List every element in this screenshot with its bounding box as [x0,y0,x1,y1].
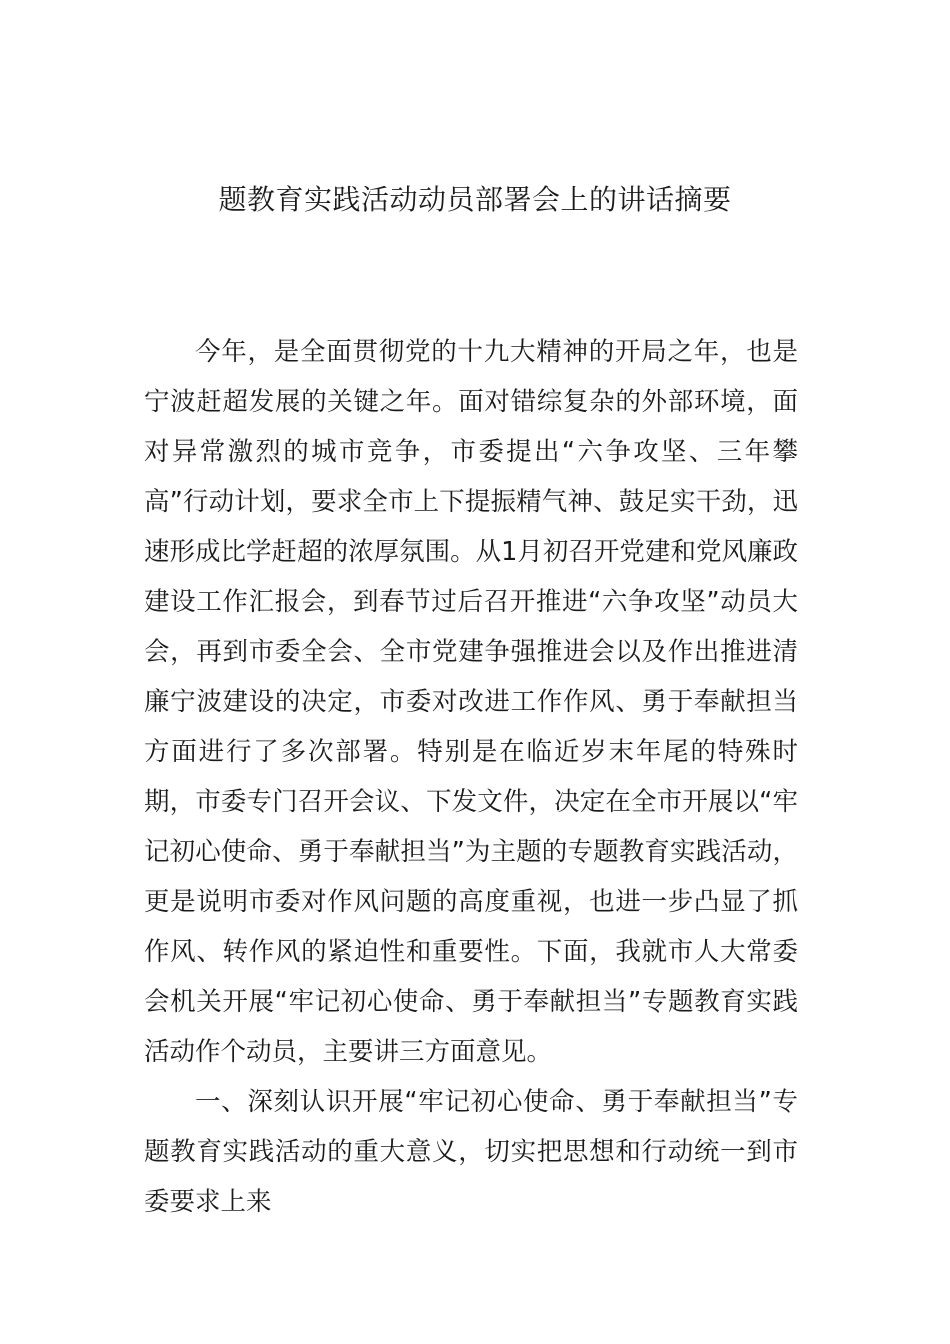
body-paragraph-intro: 今年，是全面贯彻党的十九大精神的开局之年，也是宁波赶超发展的关键之年。面对错综复杂的外部环境，面对异常激烈的城市竞争，市委提出“六争攻坚、三年攀高”行动计划，要求全市上下提振精气神、鼓足实干劲，迅速形成比学赶超的浓厚氛围。从1月初召开党建和党风廉政建设工作汇报会，到春节过后召开推进“六争攻坚”动员大会，再到市委全会、全市党建争强推进会以及作出推进清廉宁波建设的决定，市委对改进工作作风、勇于奉献担当方面进行了多次部署。特别是在临近岁末年尾的特殊时期，市委专门召开会议、下发文件，决定在全市开展以“牢记初心使命、勇于奉献担当”为主题的专题教育实践活动，更是说明市委对作风问题的高度重视，也进一步凸显了抓作风、转作风的紧迫性和重要性。下面，我就市人大常委会机关开展“牢记初心使命、勇于奉献担当”专题教育实践活动作个动员，主要讲三方面意见。 [144,337,798,1067]
document-body [144,327,798,1227]
document-title: 题教育实践活动动员部署会上的讲话摘要 [218,183,732,216]
section-heading-one: 一、深刻认识开展“牢记初心使命、勇于奉献担当”专题教育实践活动的重大意义，切实把思想和行动统一到市委要求上来 [144,1087,798,1217]
